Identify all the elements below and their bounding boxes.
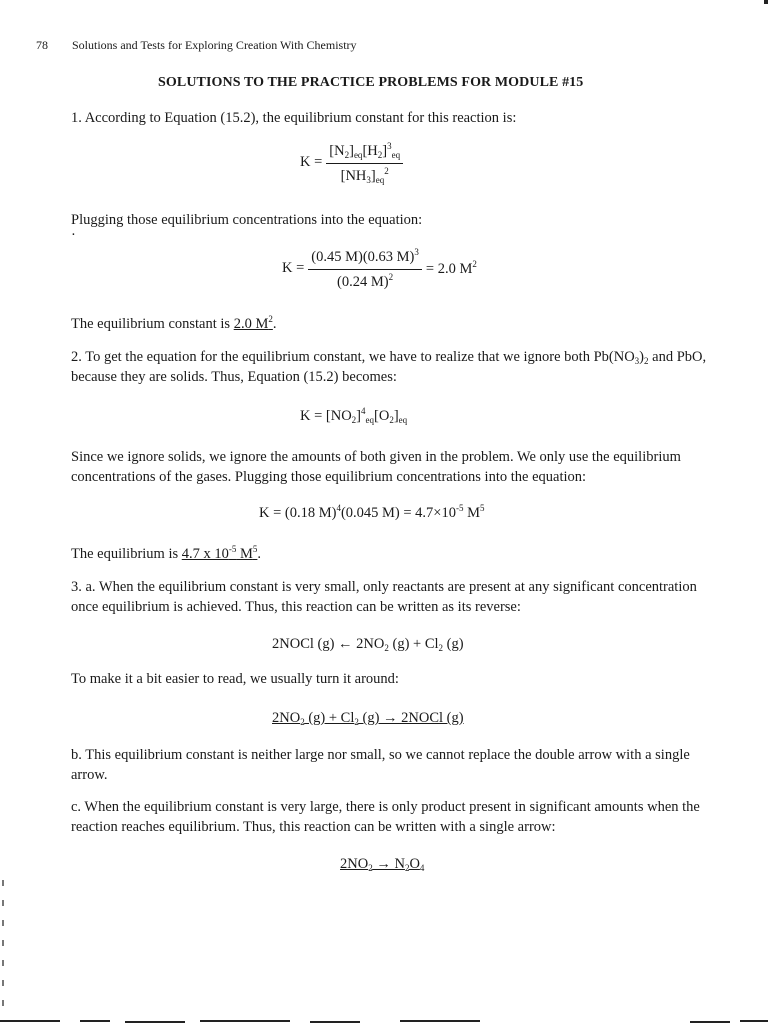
problem-2-answer: The equilibrium is 4.7 x $10^{-5}$ $M^5$. — [71, 544, 262, 562]
equation-k-expression — [300, 140, 403, 186]
eq2-lhs: K = — [282, 260, 305, 277]
page-number: 78 — [36, 38, 48, 52]
eq2-denominator: (0.24 M)$^2$ — [337, 271, 394, 290]
eq1-lhs: K = — [300, 154, 323, 171]
problem-3c-text: c. When the equilibrium constant is very large, there is only product present in significant amounts when the reaction reaches equilibrium. Thus, this reaction can be written with a single arrow: — [71, 799, 700, 835]
stray-mark: · — [71, 227, 76, 243]
eq2-fraction — [308, 246, 422, 292]
problem-2-since-text: Since we ignore solids, we ignore the amounts of both given in the problem. We only use the equilibrium concentrations of the gases. Plugging those equilibrium concentrations into the equation: — [71, 449, 681, 485]
final-reaction-equation: $2NO_2 \to N_2O_4$ — [340, 856, 425, 873]
page-title: SOLUTIONS TO THE PRACTICE PROBLEMS FOR MODULE #15 — [158, 75, 584, 90]
plugging-text-1: Plugging those equilibrium concentrations into the equation: — [71, 212, 423, 228]
problem-3b-text: b. This equilibrium constant is neither large nor small, so we cannot replace the double arrow with a single arrow. — [71, 747, 690, 783]
eq1-numerator: $[N_2]_{eq}[H_2]^3_{eq}$ — [326, 140, 403, 164]
problem-1-answer: The equilibrium constant is 2.0 $M^2$. — [71, 314, 277, 332]
equation-k-numeric-2: K = (0.18 M)$^4$(0.045 $M) = 4.7\times 10^{-5}$ $M^5$ — [259, 503, 485, 521]
reverse-reaction-equation: 2NOCl (g) ← $2NO_2$ $(g) + Cl_2$ (g) — [272, 636, 464, 653]
forward-reaction-equation: $2NO_2$ $(g) + Cl_2$ (g) → 2NOCl (g) — [272, 710, 464, 727]
problem-3a-text: 3. a. When the equilibrium constant is very small, only reactants are present at any significant concentration once equilibrium is achieved. Thus, this reaction can be written as its reverse: — [71, 579, 697, 615]
running-title: Solutions and Tests for Exploring Creation With Chemistry — [72, 38, 357, 52]
problem-1-intro: 1. According to Equation (15.2), the equilibrium constant for this reaction is: — [71, 110, 517, 126]
turn-around-text: To make it a bit easier to read, we usually turn it around: — [71, 671, 399, 687]
equation-k-solids: $K = [NO_2]^4_{eq}[O_2]_{eq}$ — [300, 406, 408, 425]
eq1-denominator: $[NH_3]_{eq}^2$ — [340, 165, 389, 185]
equation-k-numeric — [282, 246, 477, 292]
eq2-result: = 2.0 $M^2$ — [425, 259, 477, 278]
eq2-numerator: (0.45 M)(0.63 M)$^3$ — [308, 246, 422, 270]
eq1-fraction — [326, 140, 403, 186]
problem-2-intro: 2. To get the equation for the equilibrium constant, we have to realize that we ignore both $Pb(NO_3)_2$ and PbO, because they are solids. Thus, Equation (15.2) becomes: — [71, 349, 707, 385]
